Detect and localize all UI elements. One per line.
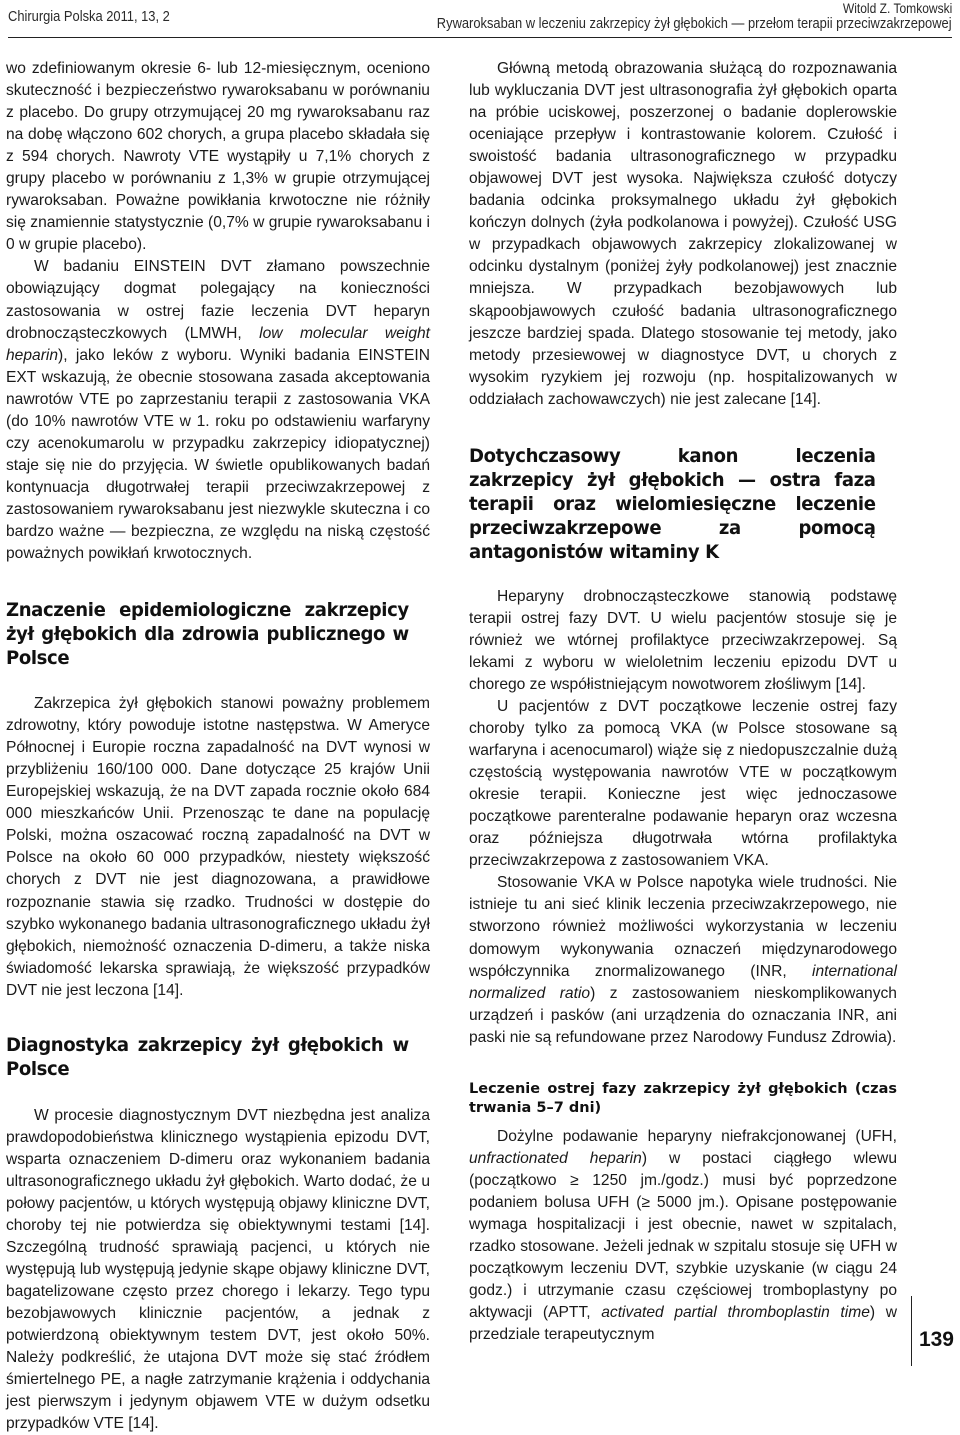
page-number-rule <box>911 1296 912 1366</box>
page-number: 139 <box>918 1328 954 1351</box>
journal-citation: Chirurgia Polska 2011, 13, 2 <box>8 8 170 25</box>
paragraph: Zakrzepica żył głębokich stanowi poważny problemem zdrowotny, który powoduje istotne następstwa. W Ameryce Północnej i Europie roczna zapadalność na DVT wynosi w przybliżeniu 160/100 000. Dane dotyczące 25 krajów Unii Europejskiej wskazują, że na DVT zapada rocznie około 684 000 mieszkańców Unii. Przenosząc te dane na populację Polski, można oszacować roczną zapadalność na DVT w Polsce na około 60 000 przypadków, niestety większość chorych z DVT nie jest diagnozowana, a prawidłowe rozpoznanie stawia się rzadko. Trudności w dostępie do szybko wykonanego badania ultrasonograficznego układu żył głębokich, niemożność oznaczenia D-dimeru, a także niska świadomość lekarska sprawiają, że większość przypadków DVT nie jest leczona [14]. <box>6 695 430 999</box>
paragraph: Dożylne podawanie heparyny niefrakcjonowanej (UFH, unfractionated heparin) w postaci ciągłego wlewu (początkowo ≥ 1250 jm./godz.) musi być poprzedzone podaniem bolusa UFH (≥ 5000 jm.). Opisane postępowanie wymaga hospitalizacji i jest obecnie, nawet w szpitalach, rzadko stosowane. Jeżeli jednak w szpitalu stosuje się UFH w początkowym leczeniu DVT, szybkie uzyskanie (w ciągu 24 godz.) i utrzymanie czasu częściowej tromboplastyny po aktywacji (APTT, activated partial thromboplastin time) w przedziale terapeutycznym <box>469 1127 897 1344</box>
paragraph: U pacjentów z DVT początkowe leczenie ostrej fazy choroby tylko za pomocą VKA (w Polsce stosowane są warfaryna i acenocumarol) wiąże się z niedopuszczalnie dużą częstością występowania nawrotów VTE w początkowym okresie terapii. Konieczne jest więc jednoczasowe początkowe parenteralne podawanie heparyn oraz wczesna oraz późniejsza długotrwała wtórna profilaktyka przeciwzakrzepowa z zastosowaniem VKA. <box>469 697 897 870</box>
paragraph: W badaniu EINSTEIN DVT złamano powszechnie obowiązujący dogmat polegający na konieczności zastosowania w ostrej fazie leczenia DVT heparyn drobnocząsteczkowych (LMWH, low molecular weight heparin), jako leków z wyboru. Wyniki badania EINSTEIN EXT wskazują, że obecnie stosowana zasada akceptowania nawrotów VTE po zaprzestaniu terapii z zastosowania VKA (do 10% nawrotów VTE w 1. roku po odstawieniu warfaryny czy acenokumarolu w przypadku zakrzepicy idiopatycznej) staje się nie do przyjęcia. W świetle opublikowanych badań kontynuacja długotrwałej terapii przeciwzakrzepowej z zastosowaniem rywaroksabanu jest niezwykle skuteczna i co bardzo ważne — bezpieczna, ze względu na niską częstość poważnych powikłań krwotocznych. <box>6 258 430 563</box>
section-heading-diagnostics: Diagnostyka zakrzepicy żył głębokich w Polsce <box>6 1033 409 1080</box>
right-column <box>469 58 897 1346</box>
running-title: Rywaroksaban w leczeniu zakrzepicy żył głębokich — przełom terapii przeciwzakrzepowej <box>437 15 952 32</box>
subsection-heading-acute-phase: Leczenie ostrej fazy zakrzepicy żył głębokich (czas trwania 5–7 dni) <box>469 1080 897 1116</box>
paragraph: Stosowanie VKA w Polsce napotyka wiele trudności. Nie istnieje tu ani sieć klinik leczenia przeciwzakrzepowego, nie stworzono również możliwości wykorzystania w leczeniu domowym wykonywania oznaczeń międzynarodowego współczynnika znormalizowanego (INR, international normalized ratio) z zastosowaniem nieskomplikowanych urządzeń i pasków (ani urządzenia do oznaczania INR, ani paski nie są refundowane przez Narodowy Fundusz Zdrowia). <box>469 874 897 1046</box>
paragraph: W procesie diagnostycznym DVT niezbędna jest analiza prawdopodobieństwa klinicznego wystąpienia epizodu DVT, wsparta oznaczeniem D-dimeru oraz wykonaniem badania ultrasonograficznego układu żył głębokich. Warto dodać, że u połowy pacjentów, u których występują objawy kliniczne DVT, choroby tej nie potwierdza się obiektywnymi testami [14]. Szczególną trudność sprawiają pacjenci, u których nie występują lub występują jedynie skąpe objawy kliniczne DVT, bagatelizowane często przez chorego i lekarzy. Tego typu bezobjawowych klinicznie pacjentów, a jednak z potwierdzoną obiektywnym testem DVT, jest około 50%. Należy podkreślić, że utajona DVT może się stać źródłem śmiertelnego PE, a nagłe zatrzymanie krążenia i oddychania jest pierwszym i jedynym objawem VTE w dużym odsetku przypadków VTE [14]. <box>6 1106 430 1433</box>
section-heading-canon: Dotychczasowy kanon leczenia zakrzepicy żył głębokich — ostra faza terapii oraz wielomiesięczne leczenie przeciwzakrzepowe za pomocą antagonistów witaminy K <box>469 444 876 563</box>
page-header <box>0 0 960 40</box>
section-heading-epidemiology: Znaczenie epidemiologiczne zakrzepicy żył głębokich dla zdrowia publicznego w Polsce <box>6 599 409 670</box>
paragraph: wo zdefiniowanym okresie 6- lub 12-miesięcznym, oceniono skuteczność i bezpieczeństwo rywaroksabanu w porównaniu z placebo. Do grupy otrzymującej 20 mg rywaroksabanu raz na dobę włączono 602 chorych, a grupa placebo składała się z 594 chorych. Nawroty VTE wystąpiły u 7,1% chorych z grupy placebo w porównaniu z 1,3% w grupie otrzymującej rywaroksaban. Poważne powikłania krwotoczne nie różniły się znamiennie statystycznie (0,7% w grupie rywaroksabanu i 0 w grupie placebo). <box>6 60 430 254</box>
paragraph: Główną metodą obrazowania służącą do rozpoznawania lub wykluczania DVT jest ultrasonografia żył głębokich oparta na próbie uciskowej, poszerzonej o badanie doplerowskie oceniające przepływ i kontrastowanie kolorem. Czułość i swoistość badania ultrasonograficznego w przypadku objawowej DVT jest wysoka. Największa czułość dotyczy badania odcinka proksymalnego układu żył głębokich kończyn dolnych (żyła podkolanowa i powyżej). Czułość USG w przypadkach objawowych zakrzepicy zlokalizowanej w odcinku dystalnym (poniżej żyły podkolanowej) jest znacznie mniejsza. W przypadkach bezobjawowych lub skąpoobjawowych czułość badania ultrasonograficznego jeszcze bardziej spada. Dlatego stosowanie tej metody, jako metody przesiewowej w diagnostyce DVT, u chorych z wysokim ryzykiem jej rozwoju (np. hospitalizowanych w oddziałach zachowawczych) nie jest zalecane [14]. <box>469 60 897 408</box>
header-divider <box>8 37 952 38</box>
left-column <box>6 58 430 1435</box>
article-author: Witold Z. Tomkowski <box>842 0 952 16</box>
paragraph: Heparyny drobnocząsteczkowe stanowią podstawę terapii ostrej fazy DVT. U wielu pacjentów stosuje się je również we wtórnej profilaktyce przeciwzakrzepowej. Są lekami z wyboru w wieloletnim leczeniu epizodu DVT u chorego ze współistniejącym nowotworem złośliwym [14]. <box>469 587 897 693</box>
